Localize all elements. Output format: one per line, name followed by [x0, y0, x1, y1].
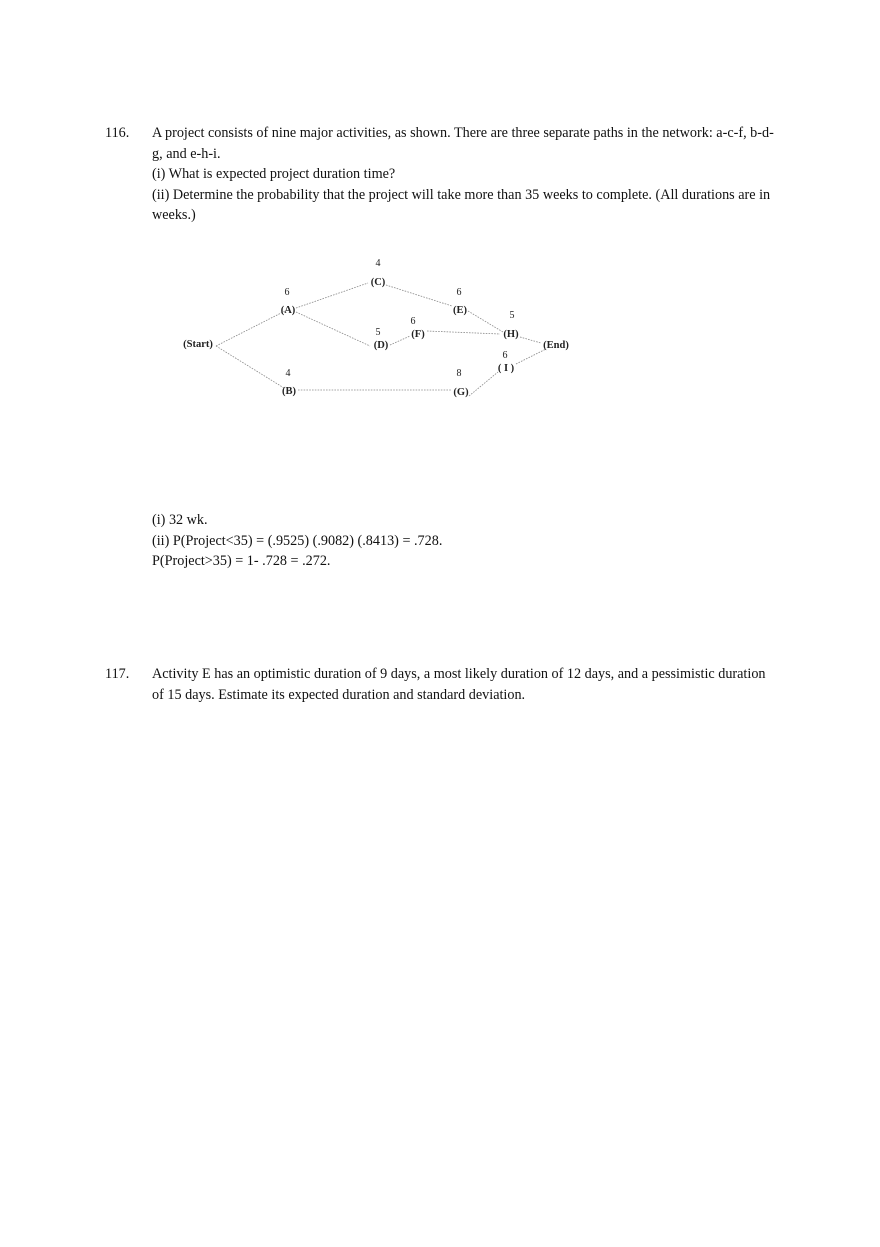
node-f: (F) [411, 329, 425, 340]
edge-d-f [390, 336, 410, 345]
answer-line-1: (i) 32 wk. [152, 512, 208, 528]
answer-block [152, 510, 442, 572]
duration-i: 6 [502, 350, 508, 361]
duration-d: 5 [375, 327, 381, 338]
edge-a-d [296, 312, 370, 346]
edge-start-b [216, 346, 284, 388]
edge-c-e [386, 285, 452, 306]
question-part-i: (i) What is expected project duration time? [152, 166, 396, 183]
question-prompt: A project consists of nine major activities, as shown. There are three separate paths in the network: a-c-f, b-d-g, and e-h-i. [152, 125, 774, 162]
edge-start-a [216, 310, 287, 346]
edge-f-h [427, 331, 500, 334]
duration-e: 6 [456, 287, 462, 298]
question-116 [105, 123, 785, 226]
edge-e-h [468, 311, 503, 332]
question-part-ii: (ii) Determine the probability that the project will take more than 35 weeks to complete. (All durations are in weeks.) [152, 186, 771, 224]
question-number: 117. [105, 666, 130, 682]
duration-f: 6 [410, 316, 416, 327]
edge-a-c [296, 283, 368, 308]
node-c: (C) [370, 277, 386, 288]
question-number: 116. [105, 125, 130, 141]
edge-g-i [469, 372, 498, 396]
node-g: (G) [453, 387, 469, 398]
node-start: (Start) [183, 339, 213, 350]
question-117 [105, 664, 785, 705]
duration-h: 5 [509, 310, 515, 321]
answer-line-2: (ii) P(Project<35) = (.9525) (.9082) (.8413) = .728. [152, 532, 443, 549]
node-b: (B) [282, 386, 296, 397]
duration-g: 8 [456, 368, 462, 379]
duration-c: 4 [375, 258, 381, 269]
edge-h-end [520, 337, 541, 343]
edge-i-end [516, 349, 546, 364]
project-network-diagram [170, 250, 590, 410]
node-i: ( I ) [497, 363, 515, 374]
node-a: (A) [280, 305, 296, 316]
question-prompt: Activity E has an optimistic duration of 9 days, a most likely duration of 12 days, and a pessimistic duration of 15 days. Estimate its expected duration and standard deviation. [152, 666, 766, 703]
duration-a: 6 [284, 287, 290, 298]
node-end: (End) [543, 340, 569, 351]
node-h: (H) [503, 329, 519, 340]
answer-line-3: P(Project>35) = 1- .728 = .272. [152, 553, 331, 570]
duration-b: 4 [285, 368, 291, 379]
node-d: (D) [373, 340, 389, 351]
node-e: (E) [453, 305, 467, 316]
